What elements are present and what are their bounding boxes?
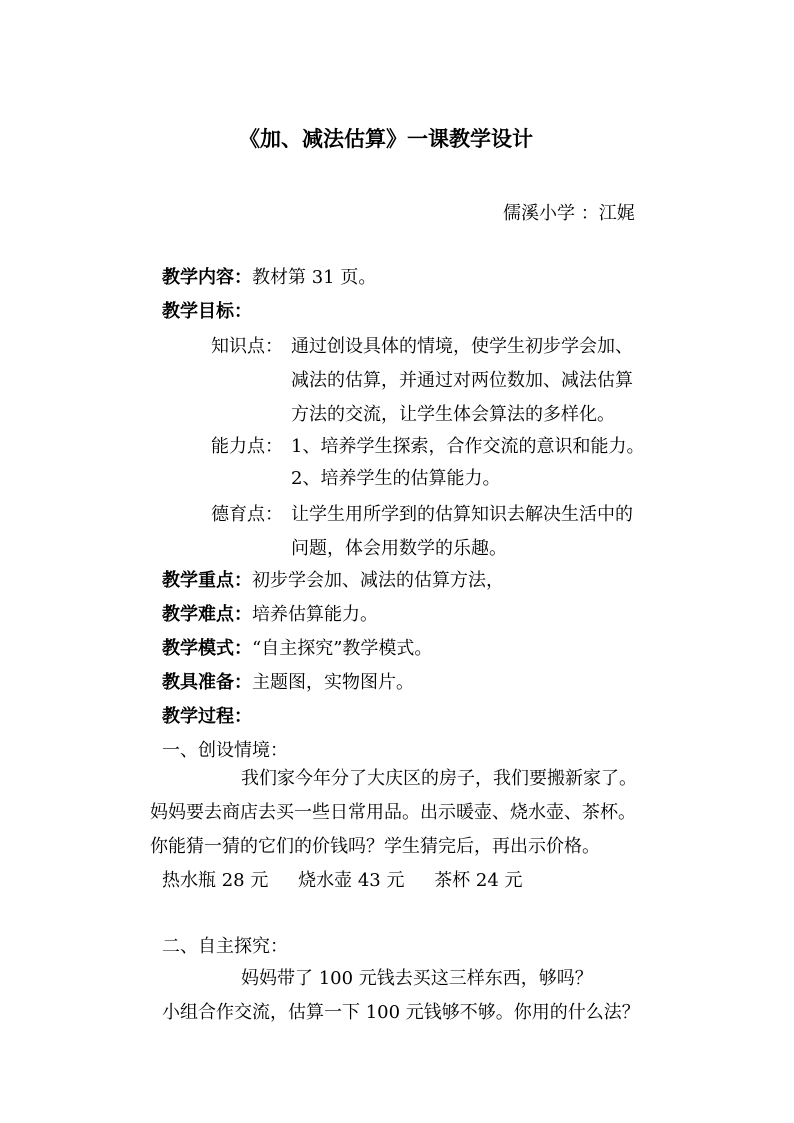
section2-line: 小组合作交流，估算一下 100 元钱够不够。你用的什么法？ [162, 1002, 640, 1023]
knowledge-line: 方法的交流，让学生体会算法的多样化。 [291, 404, 615, 425]
moral-line: 让学生用所学到的估算知识去解决生活中的 [291, 504, 633, 525]
knowledge-line: 减法的估算，并通过对两位数加、减法估算 [291, 370, 633, 391]
content-label: 教学内容： [162, 267, 252, 288]
section1-line: 我们家今年分了大庆区的房子，我们要搬新家了。 [241, 768, 637, 789]
price-item: 热水瓶 28 元 [162, 870, 269, 891]
section2-line: 妈妈带了 100 元钱去买这三样东西，够吗？ [241, 968, 593, 989]
knowledge-line: 通过创设具体的情境，使学生初步学会加、 [291, 336, 633, 357]
moral-line: 问题，体会用数学的乐趣。 [291, 538, 507, 559]
page-title: 《加、减法估算》一课教学设计 [239, 126, 533, 151]
moral-label: 德育点： [211, 504, 283, 525]
tools-row: 教具准备：主题图，实物图片。 [162, 672, 414, 693]
process-label: 教学过程： [162, 706, 252, 727]
author-line: 儒溪小学 ：江娓 [503, 203, 635, 224]
ability-label: 能力点： [211, 436, 283, 457]
section1-line: 你能猜一猜的它们的价钱吗？学生猜完后，再出示价格。 [150, 836, 600, 857]
knowledge-label: 知识点： [211, 336, 283, 357]
section1-line: 妈妈要去商店去买一些日常用品。出示暖壶、烧水壶、茶杯。 [150, 802, 636, 823]
section2-heading: 二、自主探究： [162, 936, 288, 957]
difficulty-row: 教学难点：培养估算能力。 [162, 604, 378, 625]
ability-line: 1、培养学生探索，合作交流的意识和能力。 [291, 436, 645, 457]
content-row [162, 266, 376, 290]
price-list [162, 869, 523, 893]
content-text: 教材第 31 页。 [252, 267, 377, 288]
price-item: 茶杯 24 元 [434, 870, 523, 891]
mode-row: 教学模式：“自主探究”教学模式。 [162, 638, 433, 659]
key-point-row: 教学重点：初步学会加、减法的估算方法， [162, 570, 504, 591]
goals-label: 教学目标： [162, 301, 252, 322]
section1-heading: 一、创设情境： [162, 740, 288, 761]
ability-line: 2、培养学生的估算能力。 [291, 468, 501, 489]
price-item: 烧水壶 43 元 [298, 870, 405, 891]
